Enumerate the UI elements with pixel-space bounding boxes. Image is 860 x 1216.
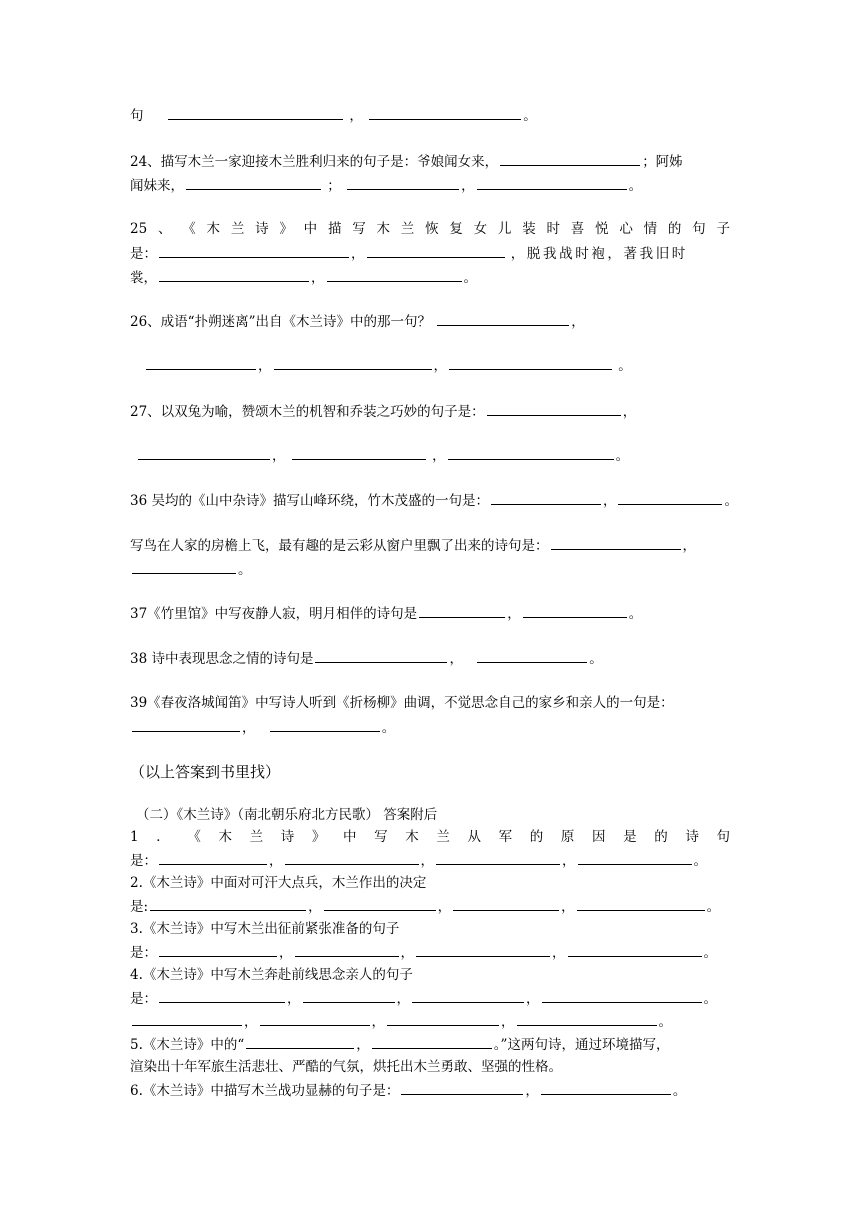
answer-blank[interactable] — [541, 1081, 671, 1095]
q27-line1: 27、以双兔为喻，赞颂木兰的机智和乔装之巧妙的句子是： ， — [130, 404, 637, 420]
answer-blank[interactable] — [436, 851, 560, 865]
s2-q2-line2: 是: ， ， ， 。 — [130, 899, 721, 915]
answer-blank[interactable] — [412, 989, 524, 1003]
s2-q1-line1: 1 ． 《 木 兰 诗 》 中 写 木 兰 从 军 的 原 因 是 的 诗 句 — [130, 829, 730, 845]
q25-line2: 是： ， ，脱我战时袍，著我旧时 — [130, 246, 688, 262]
answer-blank[interactable] — [324, 897, 436, 911]
answer-blank[interactable] — [315, 649, 447, 663]
answer-blank[interactable] — [270, 718, 380, 732]
answer-blank[interactable] — [327, 268, 462, 282]
q26-line2: ， ， 。 — [144, 356, 632, 375]
s2-q5-line1: 5.《木兰诗》中的“ ， 。”这两句诗，通过环境描写， — [130, 1037, 670, 1053]
answer-blank[interactable] — [491, 491, 601, 505]
answer-blank[interactable] — [138, 446, 270, 460]
q26-line1: 26、成语“扑朔迷离”出自《木兰诗》中的那一句？ ， — [130, 314, 585, 330]
answer-blank[interactable] — [159, 851, 267, 865]
q25-line3: 裳， ， 。 — [130, 270, 477, 286]
answer-blank[interactable] — [260, 1012, 370, 1026]
answer-blank[interactable] — [159, 268, 309, 282]
q24-line1: 24、描写木兰一家迎接木兰胜利归来的句子是：爷娘闻女来， ；阿姊 — [130, 154, 683, 170]
s2-q4-line3: ， ， ， 。 — [130, 1012, 672, 1031]
answer-blank[interactable] — [369, 106, 521, 120]
q39-line1: 39《春夜洛城闻笛》中写诗人听到《折杨柳》曲调，不觉思念自己的家乡和亲人的一句是： — [130, 695, 674, 711]
q25-line1: 25 、 《 木 兰 诗 》 中 描 写 木 兰 恢 复 女 儿 装 时 喜 悦 心 情 的 句 子 — [130, 221, 730, 237]
answer-blank[interactable] — [159, 989, 285, 1003]
q36-line1: 36 吴均的《山中杂诗》描写山峰环绕，竹木茂盛的一句是： ， 。 — [130, 493, 738, 509]
answer-blank[interactable] — [159, 244, 349, 258]
answer-blank[interactable] — [487, 402, 621, 416]
answer-blank[interactable] — [477, 649, 587, 663]
s2-q5-line2: 渲染出十年军旅生活悲壮、严酷的气氛，烘托出木兰勇敢、坚强的性格。 — [130, 1059, 562, 1075]
answer-blank[interactable] — [132, 560, 236, 574]
answer-blank[interactable] — [150, 897, 306, 911]
answer-blank[interactable] — [449, 356, 612, 370]
s2-q3-line2: 是： ， ， ， 。 — [130, 945, 717, 961]
answer-blank[interactable] — [568, 943, 702, 957]
answer-blank[interactable] — [246, 1035, 354, 1049]
answer-blank[interactable] — [347, 176, 459, 190]
answer-blank[interactable] — [551, 536, 681, 550]
answer-blank[interactable] — [448, 446, 614, 460]
answer-blank[interactable] — [577, 897, 705, 911]
answer-blank[interactable] — [285, 851, 419, 865]
answer-blank[interactable] — [367, 244, 505, 258]
answer-blank[interactable] — [578, 851, 692, 865]
q24-line2: 闻妹来， ； ， 。 — [130, 178, 643, 194]
answer-blank[interactable] — [500, 152, 640, 166]
answer-blank[interactable] — [372, 1035, 492, 1049]
answer-blank[interactable] — [292, 446, 426, 460]
q23-line: 句 ， 。 — [130, 108, 537, 124]
section2-title: （二）《木兰诗》（南北朝乐府北方民歌） 答案附后 — [136, 807, 438, 823]
answer-hint-note: （以上答案到书里找） — [130, 763, 281, 781]
q27-line2: ， ， 。 — [136, 446, 629, 465]
s2-q6-line1: 6.《木兰诗》中描写木兰战功显赫的句子是： ， 。 — [130, 1083, 687, 1099]
answer-blank[interactable] — [453, 897, 559, 911]
answer-blank[interactable] — [419, 604, 505, 618]
q36-line2: 写鸟在人家的房檐上飞，最有趣的是云彩从窗户里飘了出来的诗句是： ， — [130, 538, 696, 554]
answer-blank[interactable] — [132, 1012, 242, 1026]
answer-blank[interactable] — [437, 312, 569, 326]
answer-blank[interactable] — [542, 989, 702, 1003]
answer-blank[interactable] — [146, 356, 256, 370]
q38-line1: 38 诗中表现思念之情的诗句是 ， 。 — [130, 651, 603, 667]
answer-blank[interactable] — [295, 943, 399, 957]
answer-blank[interactable] — [274, 356, 432, 370]
q39-line2: ， 。 — [130, 718, 395, 737]
answer-blank[interactable] — [401, 1081, 523, 1095]
s2-q4-line2: 是： ， ， ， 。 — [130, 991, 717, 1007]
answer-blank[interactable] — [303, 989, 395, 1003]
answer-blank[interactable] — [416, 943, 550, 957]
answer-blank[interactable] — [186, 176, 321, 190]
q36-line3: 。 — [130, 560, 252, 579]
answer-blank[interactable] — [132, 718, 240, 732]
answer-blank[interactable] — [159, 943, 277, 957]
answer-blank[interactable] — [517, 1012, 657, 1026]
s2-q1-line2: 是： ， ， ， 。 — [130, 853, 707, 869]
answer-blank[interactable] — [477, 176, 627, 190]
answer-blank[interactable] — [168, 106, 343, 120]
q37-line1: 37《竹里馆》中写夜静人寂，明月相伴的诗句是 ， 。 — [130, 606, 643, 622]
s2-q3-line1: 3.《木兰诗》中写木兰出征前紧张准备的句子 — [130, 921, 400, 937]
s2-q2-line1: 2.《木兰诗》中面对可汗大点兵，木兰作出的决定 — [130, 875, 427, 891]
answer-blank[interactable] — [387, 1012, 499, 1026]
s2-q4-line1: 4.《木兰诗》中写木兰奔赴前线思念亲人的句子 — [130, 967, 413, 983]
answer-blank[interactable] — [618, 491, 722, 505]
answer-blank[interactable] — [523, 604, 627, 618]
